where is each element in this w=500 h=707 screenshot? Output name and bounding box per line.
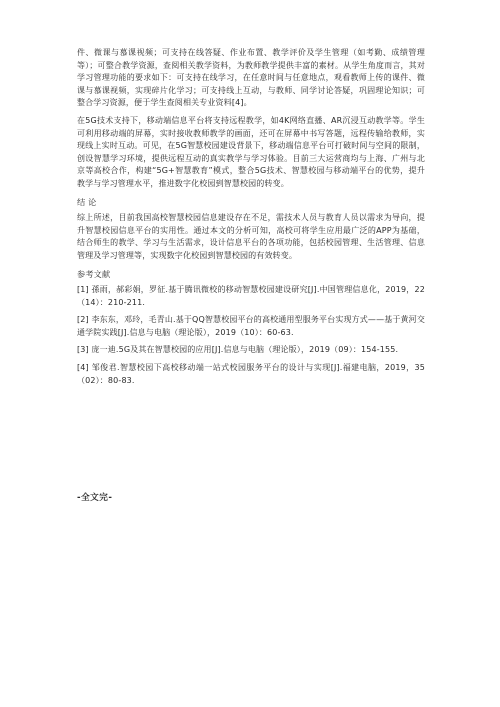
reference-item-3: [3] 庞一迪.5G及其在智慧校园的应用[J].信息与电脑（理论版），2019（09）：154-155. bbox=[77, 345, 399, 355]
conclusion-heading: 结 论 bbox=[77, 196, 97, 207]
body-paragraph-2: 在5G技术支持下，移动端信息平台将支持远程教学，如4K网络直播、AR沉浸互动教学等。学生可利用移动端的屏幕，实时接收教师教学的画面，还可在屏幕中书写答题，远程传输给教师，实现线上实时互动。可见，在5G智慧校园建设背景下，移动端信息平台可打破时间与空间的限制，创设智慧学习环境，提供远程互动的真实教学与学习体验。目前三大运营商均与上海、广州与北京等高校合作，构建“5G+智慧教育”模式，整合5G技术、智慧校园与移动端平台的优势，提升教学与学习管理水平，推进数字化校园到智慧校园的转变。 bbox=[77, 115, 425, 188]
references-section bbox=[77, 268, 425, 388]
end-of-document-mark: -全文完- bbox=[77, 493, 113, 503]
reference-item-2: [2] 李东东，邓玲，毛青山.基于QQ智慧校园平台的高校通用型服务平台实现方式——基于黄河交通学院实践[J].信息与电脑（理论版），2019（10）：60-63. bbox=[77, 315, 425, 337]
document-body bbox=[77, 47, 425, 392]
body-paragraph-1: 件、微课与慕课视频；可支持在线答疑、作业布置、教学评价及学生管理（如考勤、成绩管理等）；可整合教学资源，查阅相关教学资料，为教师教学提供丰富的素材。从学生角度而言，其对学习管理功能的要求如下：可支持在线学习，在任意时间与任意地点，观看教师上传的课件、微课与慕课视频，实现碎片化学习；可支持线上互动，与教师、同学讨论答疑，巩固理论知识；可整合学习资源，便于学生查阅相关专业资料[4]。 bbox=[77, 48, 425, 108]
references-heading: 参考文献 bbox=[77, 268, 111, 279]
conclusion-paragraph: 综上所述，目前我国高校智慧校园信息建设存在不足，需技术人员与教育人员以需求为导向，提升智慧校园信息平台的实用性。通过本文的分析可知，高校可将学生应用最广泛的APP为基础，结合师生的教学、学习与生活需求，设计信息平台的各项功能，包括校园管理、生活管理、信息管理及学习管理等，实现数字化校园到智慧校园的有效转变。 bbox=[77, 213, 425, 260]
reference-item-1: [1] 孫雨，郝彩娟，罗征.基于腾讯微校的移动智慧校园建设研究[J].中国管理信息化，2019，22（14）：210-211. bbox=[77, 285, 425, 307]
reference-item-4: [4] 邹俊君.智慧校园下高校移动端一站式校园服务平台的设计与实现[J].福建电脑，2019，35（02）：80-83. bbox=[77, 363, 425, 385]
